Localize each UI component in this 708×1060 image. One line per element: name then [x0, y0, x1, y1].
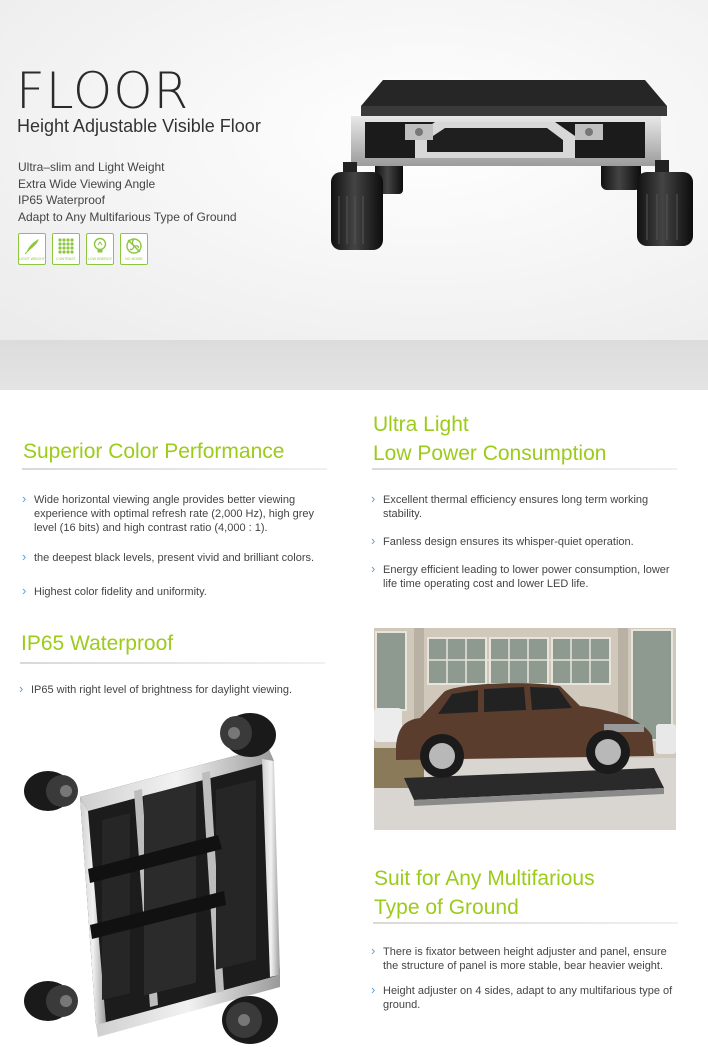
section-title-light [373, 410, 606, 468]
car-photo-illustration [374, 628, 676, 830]
feature-list [18, 159, 237, 225]
feature-item: Adapt to Any Multifarious Type of Ground [18, 209, 237, 224]
bullet-item: › There is fixator between height adjuster and panel, ensure the structure of panel is more stable, bear heavier weight. [371, 945, 683, 973]
feather-icon [21, 236, 43, 256]
badge-light-weight [18, 233, 46, 265]
bullet-item: › the deepest black levels, present vivid and brilliant colors. [22, 551, 327, 565]
page-title: FLOOR [16, 62, 190, 120]
section-title-waterproof: IP65 Waterproof [21, 632, 174, 655]
feature-item: Extra Wide Viewing Angle [18, 176, 156, 191]
floor-panel-illustration [325, 76, 695, 256]
title-line: Type of Ground [374, 896, 519, 919]
section-divider [373, 922, 678, 924]
section-divider [22, 468, 327, 470]
car-on-floor-photo [374, 628, 676, 830]
section-divider [20, 662, 325, 664]
title-line: Ultra Light [373, 413, 469, 436]
badge-label: LOW ENERGY [87, 257, 113, 261]
bullet-item: › Wide horizontal viewing angle provides better viewing experience with optimal refresh rate (2,000 Hz), high grey level (16 bits) and high contrast ratio (4,000 : 1). [22, 493, 327, 535]
title-line: Suit for Any Multifarious [374, 867, 595, 890]
badge-no-noise [120, 233, 148, 265]
grid-icon [55, 236, 77, 256]
light-bullet-list [371, 493, 671, 602]
badge-label: CONTRAST [56, 257, 76, 261]
color-bullet-list [22, 493, 327, 610]
bullet-item: › Excellent thermal efficiency ensures long term working stability. [371, 493, 671, 521]
section-divider [372, 468, 677, 470]
bullet-item: › Highest color fidelity and uniformity. [22, 585, 327, 599]
badge-row [18, 233, 148, 265]
bulb-icon [89, 236, 111, 256]
panel-underside-illustration [18, 705, 308, 1050]
page-subtitle: Height Adjustable Visible Floor [17, 116, 261, 136]
badge-label: LIGHT WEIGHT [19, 257, 45, 261]
badge-contrast [52, 233, 80, 265]
feature-item: Ultra–slim and Light Weight [18, 160, 165, 174]
bullet-item: › IP65 with right level of brightness for daylight viewing. [19, 683, 324, 697]
badge-low-energy [86, 233, 114, 265]
section-title-color: Superior Color Performance [23, 440, 285, 463]
section-title-ground [374, 864, 595, 922]
feature-item: IP65 Waterproof [18, 193, 105, 207]
badge-label: NO NOISE [125, 257, 143, 261]
bullet-item: › Energy efficient leading to lower power consumption, lower life time operating cost and lower LED life. [371, 563, 671, 591]
ground-bullet-list [371, 945, 683, 1023]
divider-band [0, 340, 708, 390]
bullet-item: › Fanless design ensures its whisper-quiet operation. [371, 535, 671, 549]
bullet-item: › Height adjuster on 4 sides, adapt to any multifarious type of ground. [371, 984, 683, 1012]
title-line: Low Power Consumption [373, 442, 607, 465]
no-fan-icon [123, 236, 145, 256]
